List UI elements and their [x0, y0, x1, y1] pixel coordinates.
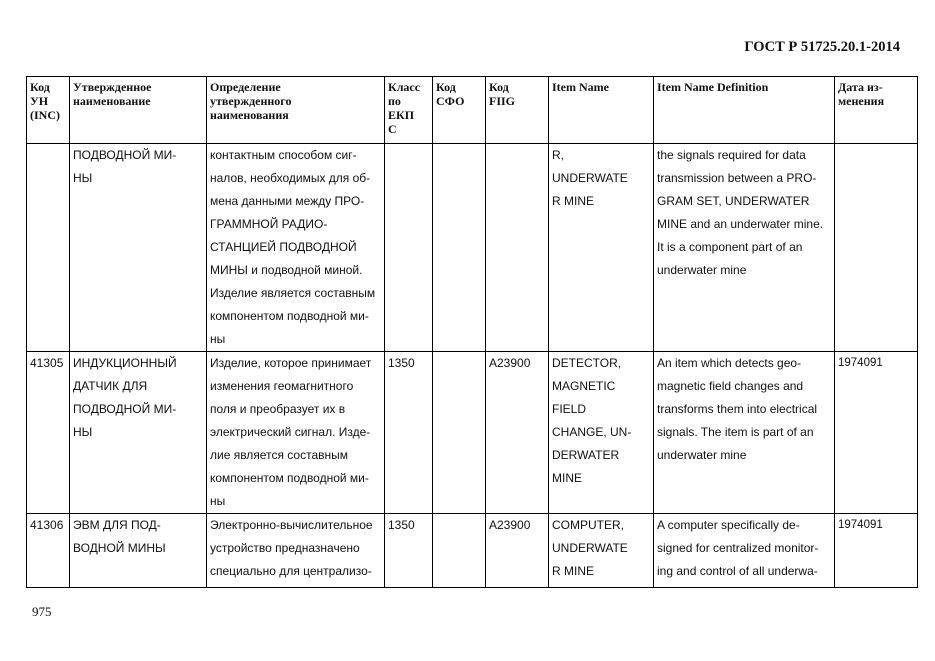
- page-number: 975: [32, 604, 52, 619]
- col-header-class: [385, 77, 433, 144]
- sfo-cell: [433, 144, 486, 352]
- definition-cell: [207, 514, 385, 588]
- cell-text-line: underwater mine: [657, 448, 747, 462]
- definition-cell: [207, 352, 385, 514]
- table-header-row: [27, 77, 918, 144]
- item-definition-cell: [654, 144, 835, 352]
- col-header-item-name-definition: [654, 77, 835, 144]
- table-row: [27, 144, 918, 352]
- cell-text-line: ны: [210, 332, 226, 346]
- header-line: наименование: [73, 94, 151, 108]
- document-code: ГОСТ Р 51725.20.1-2014: [744, 39, 900, 55]
- cell-text-line: компонентом подводной ми-: [210, 471, 369, 485]
- cell-text-line: A23900: [489, 356, 531, 370]
- cell-text-line: An item which detects geo-: [657, 356, 802, 370]
- change-date-cell: [835, 144, 918, 352]
- cell-text-line: signals. The item is part of an: [657, 425, 814, 439]
- header-line: менения: [838, 94, 885, 108]
- fiig-cell: [486, 144, 549, 352]
- cell-text-line: R MINE: [552, 564, 594, 578]
- header-line: по: [388, 94, 401, 108]
- cell-text-line: R MINE: [552, 194, 594, 208]
- col-header-approved-name: [70, 77, 207, 144]
- col-header-fiig: [486, 77, 549, 144]
- cell-text-line: 1974091: [838, 357, 883, 369]
- cell-text-line: 1350: [388, 518, 415, 532]
- table-row: [27, 352, 918, 514]
- header-line: утвержденного: [210, 94, 292, 108]
- class-cell: [385, 514, 433, 588]
- cell-text-line: Изделие, которое принимает: [210, 356, 372, 370]
- item-name-cell: [549, 352, 654, 514]
- cell-text-line: COMPUTER,: [552, 518, 624, 532]
- header-line: Код: [436, 80, 456, 94]
- cell-text-line: UNDERWATE: [552, 541, 628, 555]
- header-line: Утвержденное: [73, 80, 152, 94]
- cell-text-line: It is a component part of an: [657, 240, 803, 254]
- header-line: наименования: [210, 108, 289, 122]
- cell-text-line: MINE: [552, 471, 582, 485]
- cell-text-line: 1974091: [838, 519, 883, 531]
- class-cell: [385, 352, 433, 514]
- item-definition-cell: [654, 514, 835, 588]
- cell-text-line: ЭВМ ДЛЯ ПОД-: [73, 518, 161, 532]
- col-header-item-name: [549, 77, 654, 144]
- cell-text-line: the signals required for data: [657, 148, 806, 162]
- cell-text-line: ПОДВОДНОЙ МИ-: [73, 148, 177, 162]
- cell-text-line: мена данными между ПРО-: [210, 194, 365, 208]
- header-line: (INC): [30, 108, 60, 122]
- cell-text-line: A computer specifically de-: [657, 518, 800, 532]
- cell-text-line: MINE and an underwater mine.: [657, 217, 824, 231]
- item-name-cell: [549, 144, 654, 352]
- cell-text-line: Электронно-вычислительное: [210, 518, 373, 532]
- cell-text-line: компонентом подводной ми-: [210, 309, 369, 323]
- header-line: ЕКП: [388, 108, 415, 122]
- cell-text-line: ПОДВОДНОЙ МИ-: [73, 402, 177, 416]
- cell-text-line: transmission between a PRO-: [657, 171, 817, 185]
- inc-cell: [27, 514, 70, 588]
- cell-text-line: ВОДНОЙ МИНЫ: [73, 541, 166, 555]
- class-cell: [385, 144, 433, 352]
- header-line: Код: [489, 80, 509, 94]
- cell-text-line: Изделие является составным: [210, 286, 376, 300]
- cell-text-line: изменения геомагнитного: [210, 379, 354, 393]
- fiig-cell: [486, 514, 549, 588]
- col-header-inc: [27, 77, 70, 144]
- cell-text-line: R,: [552, 148, 564, 162]
- change-date-cell: [835, 352, 918, 514]
- cell-text-line: A23900: [489, 518, 531, 532]
- col-header-definition: [207, 77, 385, 144]
- cell-text-line: DERWATER: [552, 448, 620, 462]
- catalog-table: [26, 76, 918, 588]
- cell-text-line: magnetic field changes and: [657, 379, 804, 393]
- header-line: Класс: [388, 80, 421, 94]
- header-line: С: [388, 122, 397, 136]
- cell-text-line: FIELD: [552, 402, 587, 416]
- header-line: УН: [30, 94, 49, 108]
- cell-text-line: 41305: [30, 356, 64, 370]
- cell-text-line: поля и преобразует их в: [210, 402, 346, 416]
- header-line: Item Name: [552, 80, 609, 94]
- cell-text-line: контактным способом сиг-: [210, 148, 357, 162]
- cell-text-line: ИНДУКЦИОННЫЙ: [73, 356, 177, 370]
- cell-text-line: устройство предназначено: [210, 541, 360, 555]
- header-line: Код: [30, 80, 50, 94]
- cell-text-line: underwater mine: [657, 263, 747, 277]
- cell-text-line: ны: [210, 494, 226, 508]
- cell-text-line: ing and control of all underwa-: [657, 564, 818, 578]
- cell-text-line: налов, необходимых для об-: [210, 171, 371, 185]
- cell-text-line: DETECTOR,: [552, 356, 622, 370]
- header-line: СФО: [436, 94, 465, 108]
- table-row: [27, 514, 918, 588]
- inc-cell: [27, 144, 70, 352]
- col-header-sfo: [433, 77, 486, 144]
- inc-cell: [27, 352, 70, 514]
- cell-text-line: GRAM SET, UNDERWATER: [657, 194, 810, 208]
- header-line: Item Name Definition: [657, 80, 769, 94]
- header-line: Определение: [210, 80, 281, 94]
- cell-text-line: ГРАММНОЙ РАДИО-: [210, 217, 328, 231]
- cell-text-line: transforms them into electrical: [657, 402, 818, 416]
- cell-text-line: МИНЫ и подводной миной.: [210, 263, 363, 277]
- header-line: FIIG: [489, 94, 516, 108]
- cell-text-line: СТАНЦИЕЙ ПОДВОДНОЙ: [210, 240, 357, 254]
- cell-text-line: UNDERWATE: [552, 171, 628, 185]
- cell-text-line: 41306: [30, 518, 64, 532]
- item-name-cell: [549, 514, 654, 588]
- change-date-cell: [835, 514, 918, 588]
- approved-name-cell: [70, 352, 207, 514]
- cell-text-line: электрический сигнал. Изде-: [210, 425, 371, 439]
- cell-text-line: ДАТЧИК ДЛЯ: [73, 379, 148, 393]
- cell-text-line: НЫ: [73, 425, 93, 439]
- sfo-cell: [433, 352, 486, 514]
- cell-text-line: 1350: [388, 356, 415, 370]
- cell-text-line: лие является составным: [210, 448, 348, 462]
- definition-cell: [207, 144, 385, 352]
- sfo-cell: [433, 514, 486, 588]
- approved-name-cell: [70, 514, 207, 588]
- item-definition-cell: [654, 352, 835, 514]
- cell-text-line: MAGNETIC: [552, 379, 616, 393]
- cell-text-line: signed for centralized monitor-: [657, 541, 819, 555]
- cell-text-line: специально для централизо-: [210, 564, 372, 578]
- header-line: Дата из-: [838, 80, 883, 94]
- fiig-cell: [486, 352, 549, 514]
- col-header-change-date: [835, 77, 918, 144]
- cell-text-line: CHANGE, UN-: [552, 425, 632, 439]
- approved-name-cell: [70, 144, 207, 352]
- cell-text-line: НЫ: [73, 171, 93, 185]
